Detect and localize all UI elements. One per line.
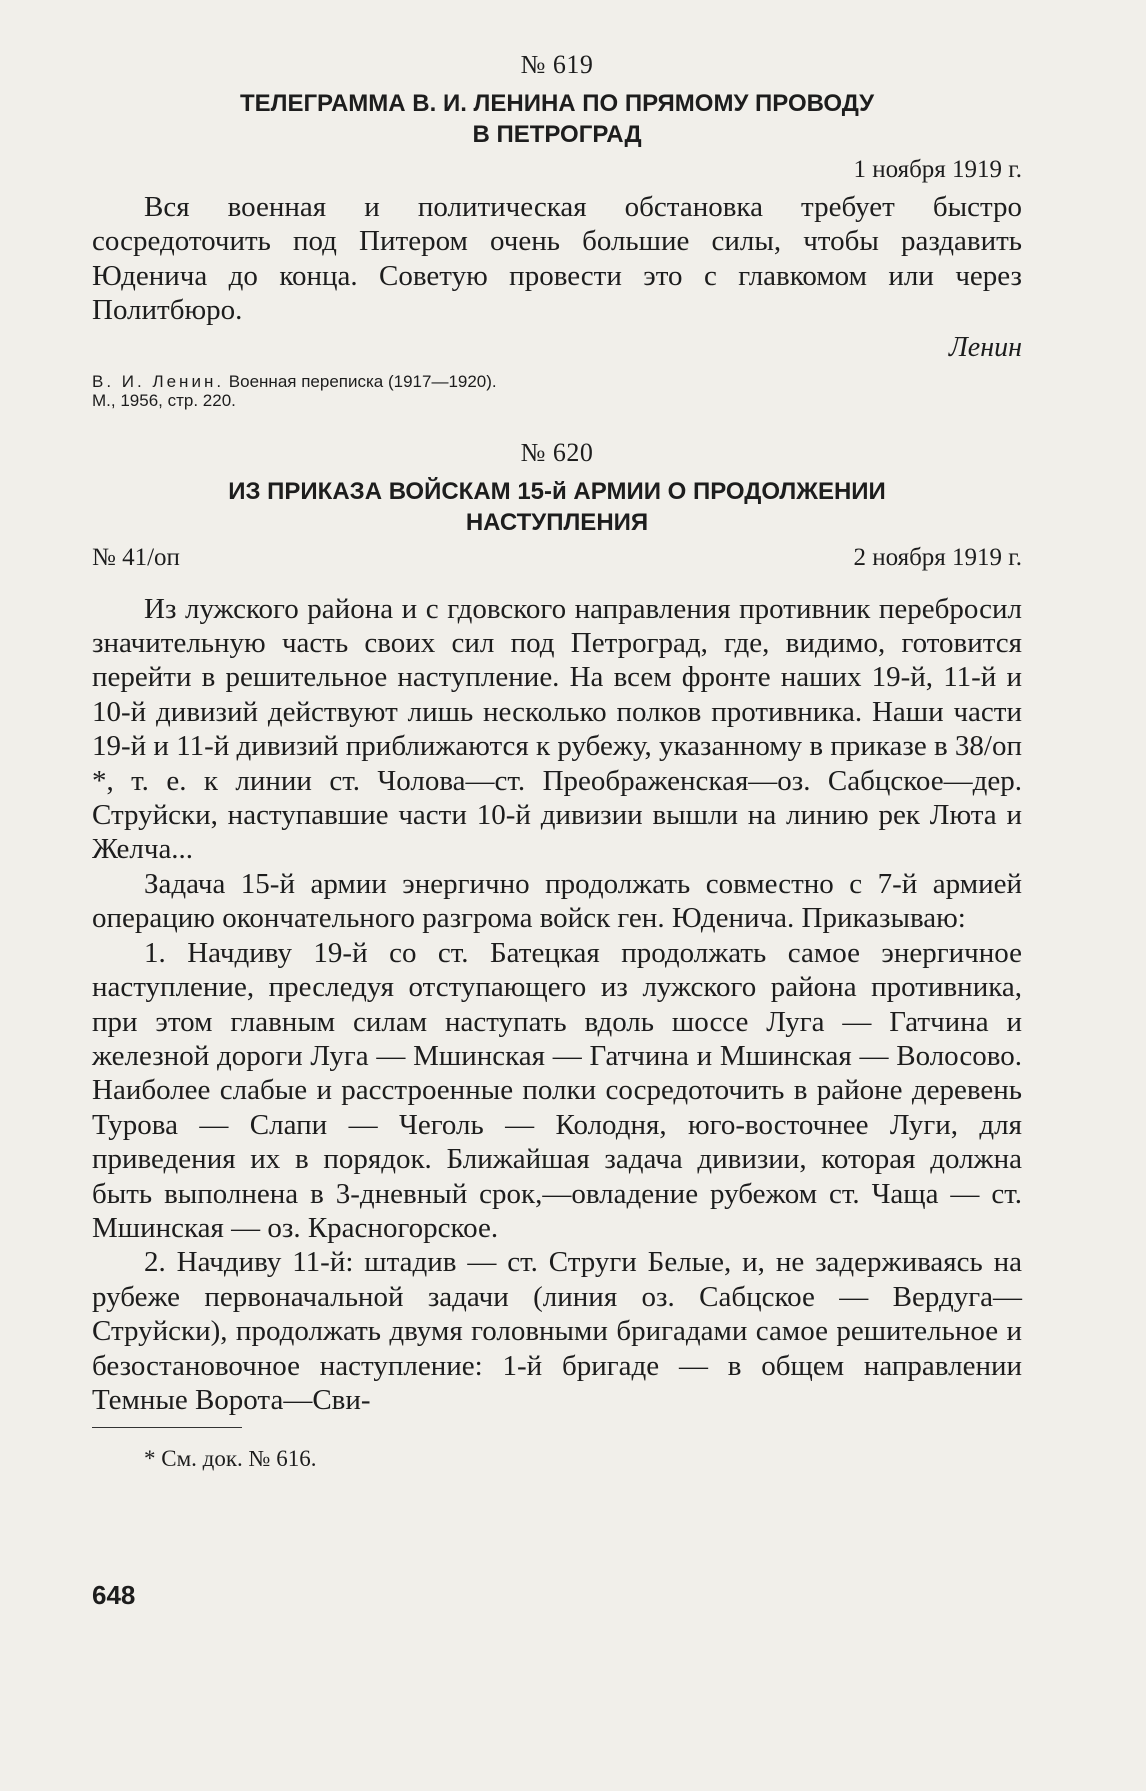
order-paragraph: 1. Начдиву 19-й со ст. Батецкая продолжать самое энергичное наступление, преследуя отступающего из лужского района противника, при этом главным силам наступать вдоль шоссе Луга — Гатчина и железной дороги Луга — Мшинская — Гатчина и Мшинская — Волосово. Наиболее слабые и расстроенные полки сосредоточить в районе деревень Турова — Слапи — Чеголь — Колодня, юго-восточнее Луги, для приведения их в порядок. Ближайшая задача дивизии, которая должна быть выполнена в 3-дневный срок,—овладение рубежом ст. Чаща — ст. Мшинская — оз. Красногорское. [92, 936, 1022, 1244]
doc-title-line: В ПЕТРОГРАД [472, 121, 642, 148]
document-620 [92, 438, 1022, 1418]
doc-title [92, 88, 1022, 150]
page-number: 648 [92, 1580, 136, 1610]
order-number: № 41/оп [92, 543, 180, 571]
doc-title-line: ИЗ ПРИКАЗА ВОЙСКАМ 15-й АРМИИ О ПРОДОЛЖЕНИИ [228, 477, 886, 505]
doc-date: 1 ноября 1919 г. [853, 156, 1022, 183]
order-paragraph: Из лужского района и с гдовского направления противник перебросил значительную часть своих сил под Петроград, где, видимо, готовится перейти в решительное наступление. На всем фронте наших 19-й, 11-й и 10-й дивизий действуют лишь несколько полков противника. Наши части 19-й и 11-й дивизий приближаются к рубежу, указанному в приказе в 38/оп *, т. е. к линии ст. Чолова—ст. Преображенская—оз. Сабцское—дер. Струйски, наступавшие части 10-й дивизии вышли на линию рек Люта и Желча... [92, 592, 1023, 866]
order-paragraph: 2. Начдиву 11-й: штадив — ст. Струги Белые, и, не задерживаясь на рубеже первоначальной задачи (линия оз. Сабцское — Вердуга—Струйски), продолжать двумя головными бригадами самое решительное и безостановочное наступление: 1-й бригаде — в общем направлении Темные Ворота—Сви- [92, 1246, 1022, 1416]
footnote: * См. док. № 616. [144, 1446, 317, 1472]
doc-title [92, 476, 1022, 538]
footnote-divider [92, 1427, 242, 1428]
telegram-body: Вся военная и политическая обстановка требует быстро сосредоточить под Питером очень большие силы, чтобы раздавить Юденича до конца. Советую провести это с главкомом или через Политбюро. [92, 191, 1022, 327]
doc-number: № 619 [520, 50, 594, 79]
source-author: В. И. Ленин. [92, 371, 225, 391]
source-citation [92, 372, 512, 410]
doc-number: № 620 [520, 437, 594, 467]
doc-title-line: ТЕЛЕГРАММА В. И. ЛЕНИНА ПО ПРЯМОМУ ПРОВОДУ [239, 90, 875, 117]
document-619 [92, 50, 1022, 410]
doc-date: 2 ноября 1919 г. [853, 543, 1022, 571]
doc-title-line: НАСТУПЛЕНИЯ [465, 508, 649, 536]
signature: Ленин [948, 331, 1022, 363]
source-details: Военная переписка (1917—1920). М., 1956, стр. 220. [92, 371, 497, 410]
page-content [92, 50, 1022, 1472]
order-meta [92, 544, 1022, 572]
order-paragraph: Задача 15-й армии энергично продолжать совместно с 7-й армией операцию окончательного разгрома войск ген. Юденича. Приказываю: [92, 867, 1022, 935]
